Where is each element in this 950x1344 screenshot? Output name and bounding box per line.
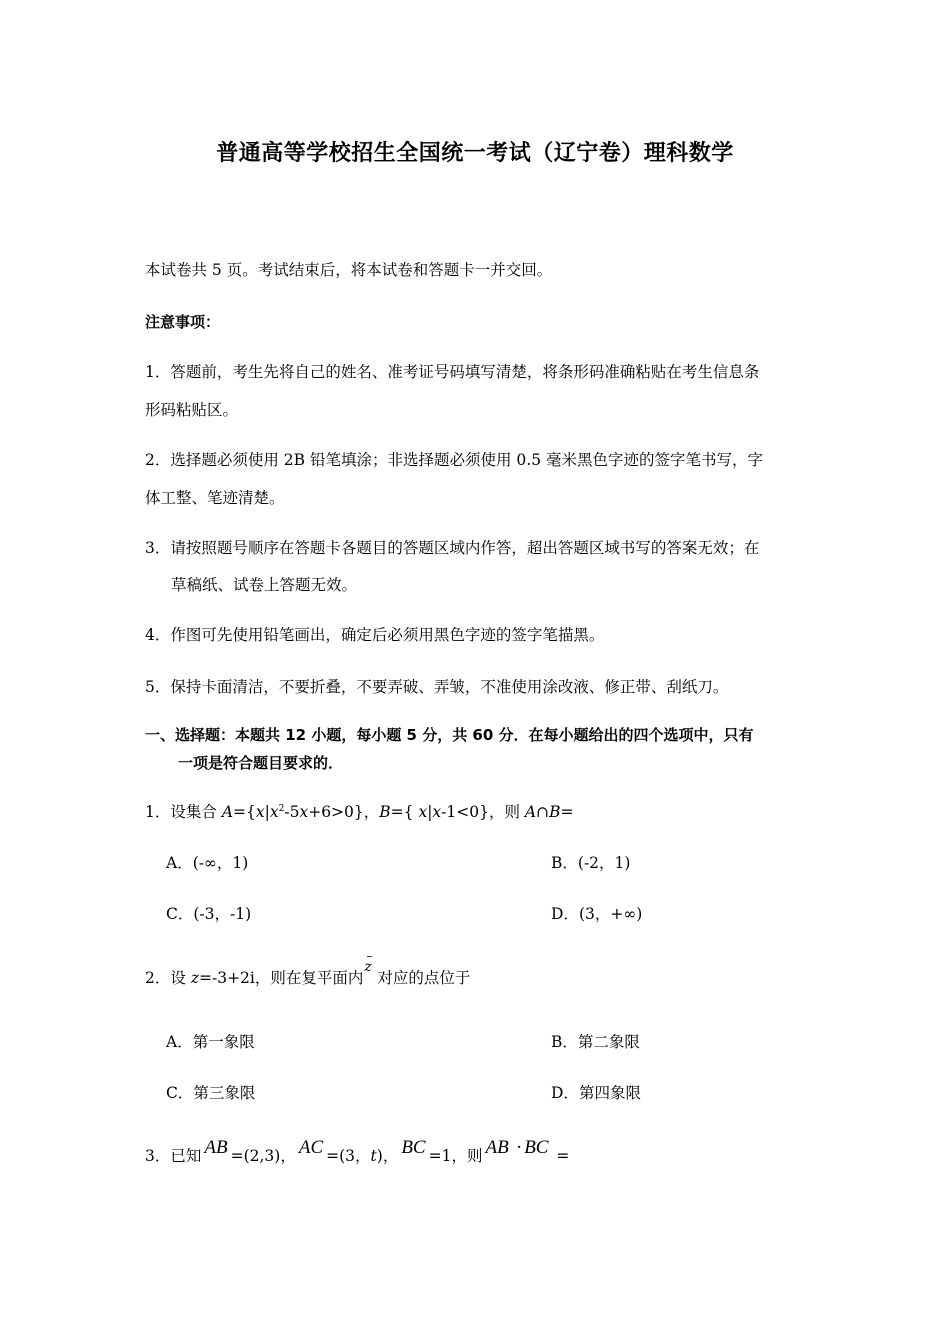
q1-option-c[interactable]: C．(-3，-1)	[166, 905, 252, 923]
q2-option-b[interactable]: B．第二象限	[551, 1033, 640, 1051]
notice-text: 选择题必须使用 2B 铅笔填涂；非选择题必须使用 0.5 毫米黑色字迹的签字笔书写，字	[170, 451, 763, 469]
section-heading-continued: 一项是符合题目要求的．	[178, 754, 344, 772]
dot-operator: ·	[511, 1137, 522, 1158]
q2-option-a[interactable]: A．第一象限	[166, 1033, 255, 1051]
notice-number: 1．	[145, 363, 171, 381]
notice-5	[145, 675, 728, 697]
notice-text: 作图可先使用铅笔画出，确定后必须用黑色字迹的签字笔描黑。	[170, 626, 605, 644]
notice-number: 3．	[145, 539, 171, 557]
notice-number: 4．	[145, 626, 171, 644]
question-3: 3．已知 AB =(2,3)， AC =(3，t)， BC =1，则 AB · BC =	[145, 1137, 570, 1165]
notice-1	[145, 360, 759, 382]
vector-ab: AB	[485, 1137, 509, 1158]
notice-1-continued: 形码粘贴区。	[145, 401, 239, 419]
notice-text: 答题前，考生先将自己的姓名、准考证号码填写清楚，将条形码准确粘贴在考生信息条	[170, 363, 760, 381]
vector-bc: BC	[524, 1137, 549, 1158]
notice-2-continued: 体工整、笔迹清楚。	[145, 489, 285, 507]
notice-4	[145, 623, 604, 645]
vector-ab: AB	[204, 1137, 228, 1158]
intro-text: 本试卷共 5 页。考试结束后，将本试卷和答题卡一并交回。	[145, 261, 553, 279]
vector-ac: AC	[298, 1137, 324, 1158]
question-number: 1．	[145, 803, 171, 821]
q1-option-a[interactable]: A．(-∞，1)	[166, 854, 249, 872]
notice-text: 请按照题号顺序在答题卡各题目的答题区域内作答，超出答题区域书写的答案无效；在	[170, 539, 760, 557]
section-heading: 一、选择题：本题共 12 小题，每小题 5 分，共 60 分．在每小题给出的四个选项中，只有	[145, 726, 754, 744]
vector-bc: BC	[401, 1137, 426, 1158]
q1-option-b[interactable]: B．(-2，1)	[551, 854, 631, 872]
q1-option-d[interactable]: D．(3，+∞)	[551, 905, 643, 923]
question-number: 3．	[145, 1147, 171, 1165]
question-1: 1．设集合 $A=\{x|x^2-5x+6>0\}$，B={ x|x-1<0}，则 A∩B=	[145, 803, 574, 821]
notice-number: 5．	[145, 678, 171, 696]
notice-3	[145, 536, 759, 558]
page-title: 普通高等学校招生全国统一考试（辽宁卷）理科数学	[216, 141, 734, 166]
notice-number: 2．	[145, 451, 171, 469]
question-2: 2．设 z=-3+2i，则在复平面内 – z 对应的点位于	[145, 949, 471, 987]
z-conjugate: – z	[364, 949, 373, 975]
notice-text: 保持卡面清洁，不要折叠，不要弄破、弄皱，不准使用涂改液、修正带、刮纸刀。	[170, 678, 729, 696]
notice-2	[145, 448, 763, 470]
question-number: 2．	[145, 969, 171, 987]
q2-option-c[interactable]: C．第三象限	[166, 1084, 256, 1102]
notice-3-continued: 草稿纸、试卷上答题无效。	[171, 576, 358, 594]
q2-option-d[interactable]: D．第四象限	[551, 1084, 641, 1102]
notice-heading: 注意事项：	[145, 313, 221, 331]
